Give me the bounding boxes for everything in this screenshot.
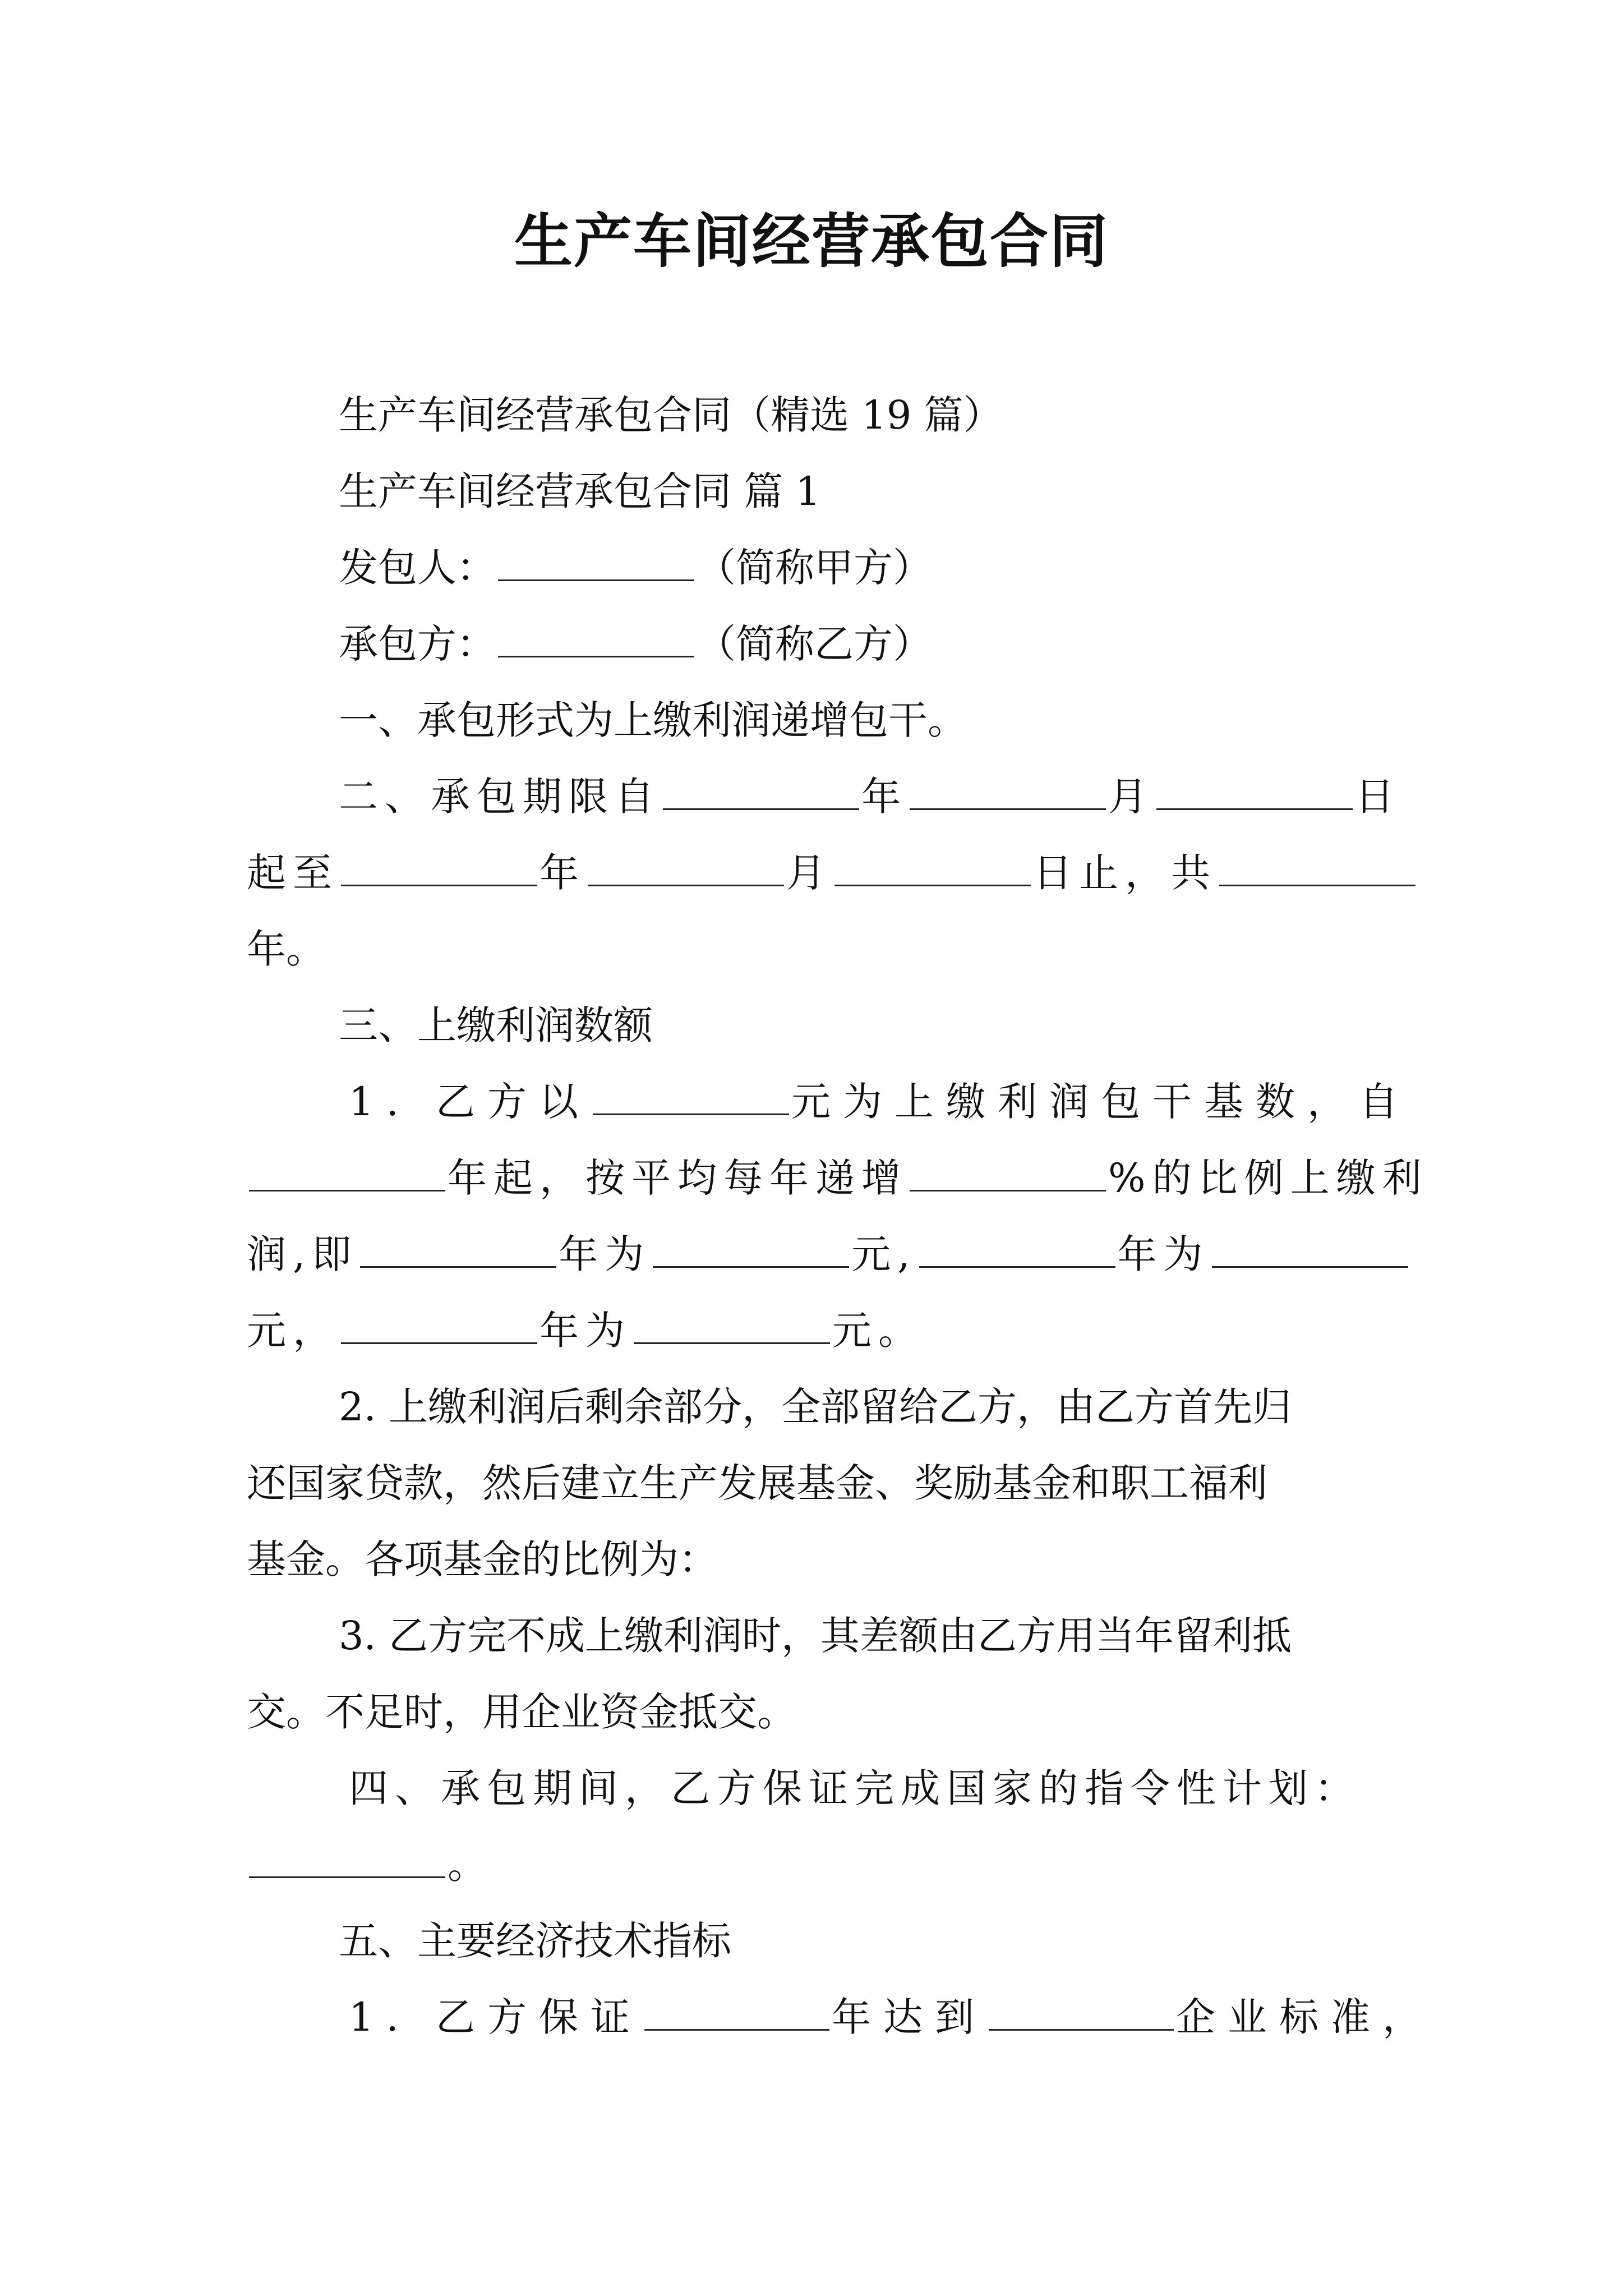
percent-text: %的比例上缴利 (1108, 1155, 1428, 1201)
item-3-3-text-cont: 交。不足时，用企业资金抵交。 (247, 1689, 796, 1735)
plan-blank (249, 1841, 445, 1878)
item-3-2-line-2 (247, 1455, 1391, 1511)
item-3-1-line-1 (349, 1074, 1493, 1130)
year-is-text: 年为 (559, 1231, 651, 1277)
party-a-line (339, 540, 1483, 596)
clause-3-heading-text: 三、上缴利润数额 (339, 1002, 653, 1048)
years-suffix: 年。 (247, 926, 325, 972)
clause-5-heading-text: 五、主要经济技术指标 (339, 1918, 731, 1964)
end-month-blank (588, 849, 784, 886)
clause-2-text: 二、承包期限自 (339, 774, 661, 820)
document-title: 生产车间经营承包合同 (514, 207, 1109, 275)
yuan-text: 元, (851, 1231, 917, 1277)
enterprise-standard-text: 企业标准， (1176, 1994, 1435, 2040)
clause-2-line-3 (247, 921, 1391, 977)
year-label: 年 (861, 774, 907, 820)
reach-text: 年达到 (832, 1994, 987, 2040)
clause-4-line-2 (247, 1837, 1391, 1893)
start-month-blank (910, 772, 1106, 810)
clause-2-line-1 (339, 769, 1483, 825)
party-b-line (339, 616, 1483, 672)
item-3-1-text: 1. 乙方以 (349, 1079, 591, 1125)
party-b-blank (498, 620, 694, 657)
namely-text: 润,即 (247, 1231, 358, 1277)
yuan-text: 元， (247, 1308, 339, 1354)
item-3-1-line-4 (247, 1303, 1391, 1359)
year-1-blank (360, 1230, 556, 1268)
party-a-note: （简称甲方） (697, 545, 932, 591)
item-3-2-line-1 (339, 1379, 1483, 1435)
amount-1-blank (653, 1230, 849, 1268)
standard-blank (989, 1993, 1174, 2031)
clause-2-line-2 (247, 845, 1391, 901)
clause-4-text: 四、承包期间，乙方保证完成国家的指令性计划： (349, 1765, 1361, 1811)
item-3-2-text-cont: 还国家贷款，然后建立生产发展基金、奖励基金和职工福利 (247, 1460, 1267, 1506)
target-year-blank (644, 1993, 829, 2031)
item-3-2-text-end: 基金。各项基金的比例为： (247, 1536, 718, 1582)
month-label: 月 (1108, 774, 1154, 820)
item-5-1-line-1 (349, 1989, 1493, 2045)
item-3-3-text: 3. 乙方完不成上缴利润时，其差额由乙方用当年留利抵 (339, 1613, 1292, 1659)
end-year-blank (341, 849, 537, 886)
clause-1 (339, 692, 1483, 748)
year-is-text: 年为 (540, 1308, 631, 1354)
yuan-end-text: 元。 (832, 1308, 924, 1354)
section-heading-text: 生产车间经营承包合同 篇 1 (339, 468, 821, 514)
clause-3-heading (339, 997, 1483, 1053)
start-year-blank (663, 772, 859, 810)
subtitle-text: 生产车间经营承包合同（精选 19 篇） (339, 392, 1003, 438)
item-3-3-line-1 (339, 1608, 1483, 1664)
item-3-3-line-2 (247, 1684, 1391, 1740)
item-3-1-text-cont: 元为上缴利润包干基数，自 (791, 1079, 1411, 1125)
year-3-blank (341, 1306, 537, 1344)
amount-2-blank (1212, 1230, 1408, 1268)
start-day-blank (1156, 772, 1353, 810)
total-text: 日止，共 (1033, 850, 1217, 896)
clause-4-line-1 (349, 1760, 1493, 1816)
from-year-blank (249, 1154, 445, 1191)
subtitle-line (339, 387, 1483, 443)
month-label: 月 (786, 850, 832, 896)
until-text: 起至 (247, 850, 339, 896)
year-2-blank (919, 1230, 1115, 1268)
increase-rate-blank (910, 1154, 1106, 1191)
total-years-blank (1219, 849, 1415, 886)
increase-text: 年起，按平均每年递增 (448, 1155, 907, 1201)
clause-5-heading (339, 1913, 1483, 1969)
item-3-1-line-3 (247, 1226, 1391, 1282)
clause-1-text: 一、承包形式为上缴利润递增包干。 (339, 697, 967, 743)
end-day-blank (834, 849, 1031, 886)
year-is-text: 年为 (1117, 1231, 1210, 1277)
year-label: 年 (540, 850, 585, 896)
section-heading (339, 463, 1483, 519)
item-3-2-line-3 (247, 1531, 1391, 1588)
party-b-note: （简称乙方） (697, 621, 932, 667)
period-mark: 。 (448, 1842, 487, 1888)
item-3-2-text: 2. 上缴利润后剩余部分，全部留给乙方，由乙方首先归 (339, 1384, 1292, 1430)
party-a-blank (498, 544, 694, 581)
day-label: 日 (1355, 774, 1401, 820)
party-a-label: 发包人： (339, 545, 496, 591)
amount-3-blank (634, 1306, 830, 1344)
party-b-label: 承包方： (339, 621, 496, 667)
base-amount-blank (593, 1078, 789, 1115)
item-3-1-line-2 (247, 1150, 1428, 1206)
item-5-1-text: 1. 乙方保证 (349, 1994, 643, 2040)
